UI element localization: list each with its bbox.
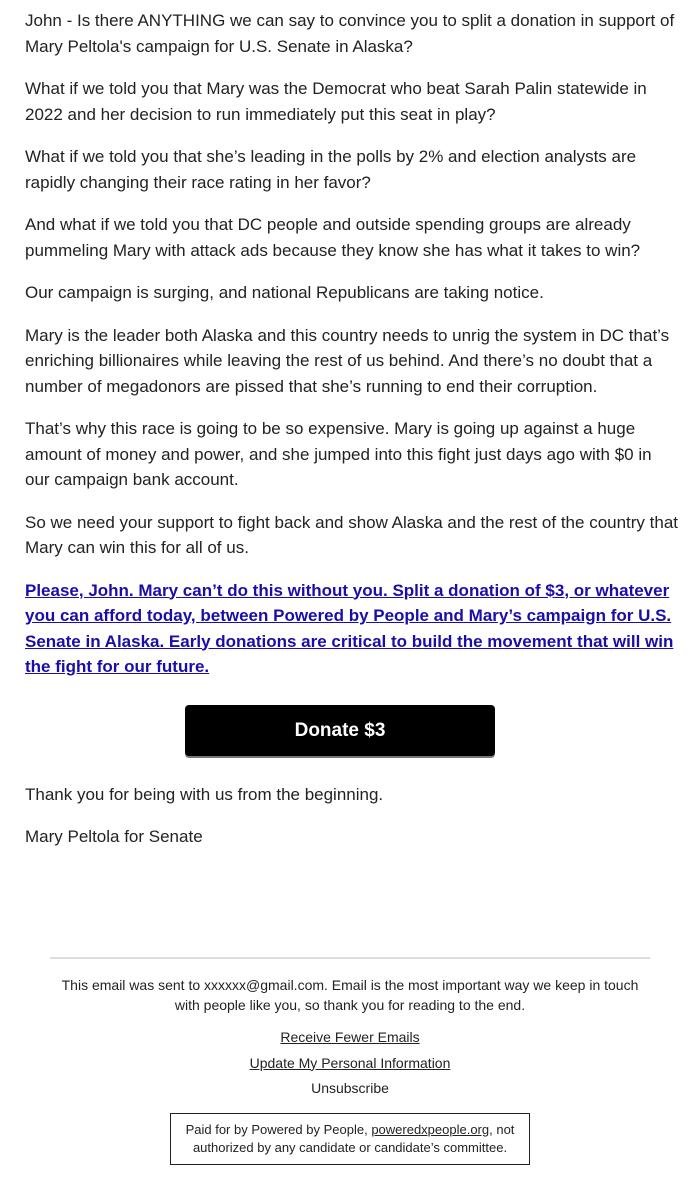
footer-divider (50, 957, 650, 959)
donate-button[interactable]: Donate $3 (185, 705, 495, 756)
footer-note: This email was sent to xxxxxx@gmail.com. Email is the most important way we keep in touch with people like you, so thank you for reading to the end. (61, 977, 639, 1013)
thank-you-text: Thank you for being with us from the beginning. (25, 784, 384, 804)
body-paragraph: Our campaign is surging, and national Republicans are taking notice. (25, 283, 544, 302)
paid-for-disclaimer (170, 1113, 530, 1165)
unsubscribe-link[interactable]: Unsubscribe (311, 1080, 389, 1096)
body-paragraph: And what if we told you that DC people and outside spending groups are already pummeling Mary with attack ads because they know she has what it takes to win? (25, 215, 641, 260)
intro-paragraph: John - Is there ANYTHING we can say to convince you to split a donation in support of Mary Peltola's campaign for U.S. Senate in Alaska? (25, 11, 675, 56)
powered-by-people-link[interactable]: poweredxpeople.org (371, 1121, 490, 1137)
receive-fewer-emails-link[interactable]: Receive Fewer Emails (280, 1029, 420, 1045)
email-footer (50, 976, 650, 1165)
body-paragraph: What if we told you that she’s leading in the polls by 2% and election analysts are rapidly changing their race rating in her favor? (25, 147, 637, 192)
body-paragraph: Mary is the leader both Alaska and this country needs to unrig the system in DC that’s enriching billionaires while leaving the rest of us behind. And there’s no doubt that a number of megadonors are pissed that she’s running to end their corruption. (25, 325, 670, 396)
signature: Mary Peltola for Senate (25, 827, 203, 846)
disclaimer-suffix: , not authorized by any candidate or candidate’s committee. (192, 1121, 515, 1155)
body-paragraph: That’s why this race is going to be so expensive. Mary is going up against a huge amount of money and power, and she jumped into this fight just days ago with $0 in our campaign bank account. (25, 419, 652, 489)
body-paragraph: What if we told you that Mary was the Democrat who beat Sarah Palin statewide in 2022 and her decision to run immediately put this seat in play? (25, 79, 647, 124)
disclaimer-prefix: Paid for by Powered by People, (185, 1121, 368, 1137)
donation-cta-link[interactable]: Please, John. Mary can’t do this without you. Split a donation of $3, or whatever you can afford today, between Powered by People and Mary’s campaign for U.S. Senate in Alaska. Early donations are critical to build the movement that will win the fight for our future. (25, 580, 674, 676)
email-body (25, 8, 680, 867)
body-paragraph: So we need your support to fight back and show Alaska and the rest of the country that Mary can win this for all of us. (25, 512, 679, 557)
update-personal-info-link[interactable]: Update My Personal Information (249, 1054, 451, 1071)
donate-button-container (25, 705, 680, 756)
